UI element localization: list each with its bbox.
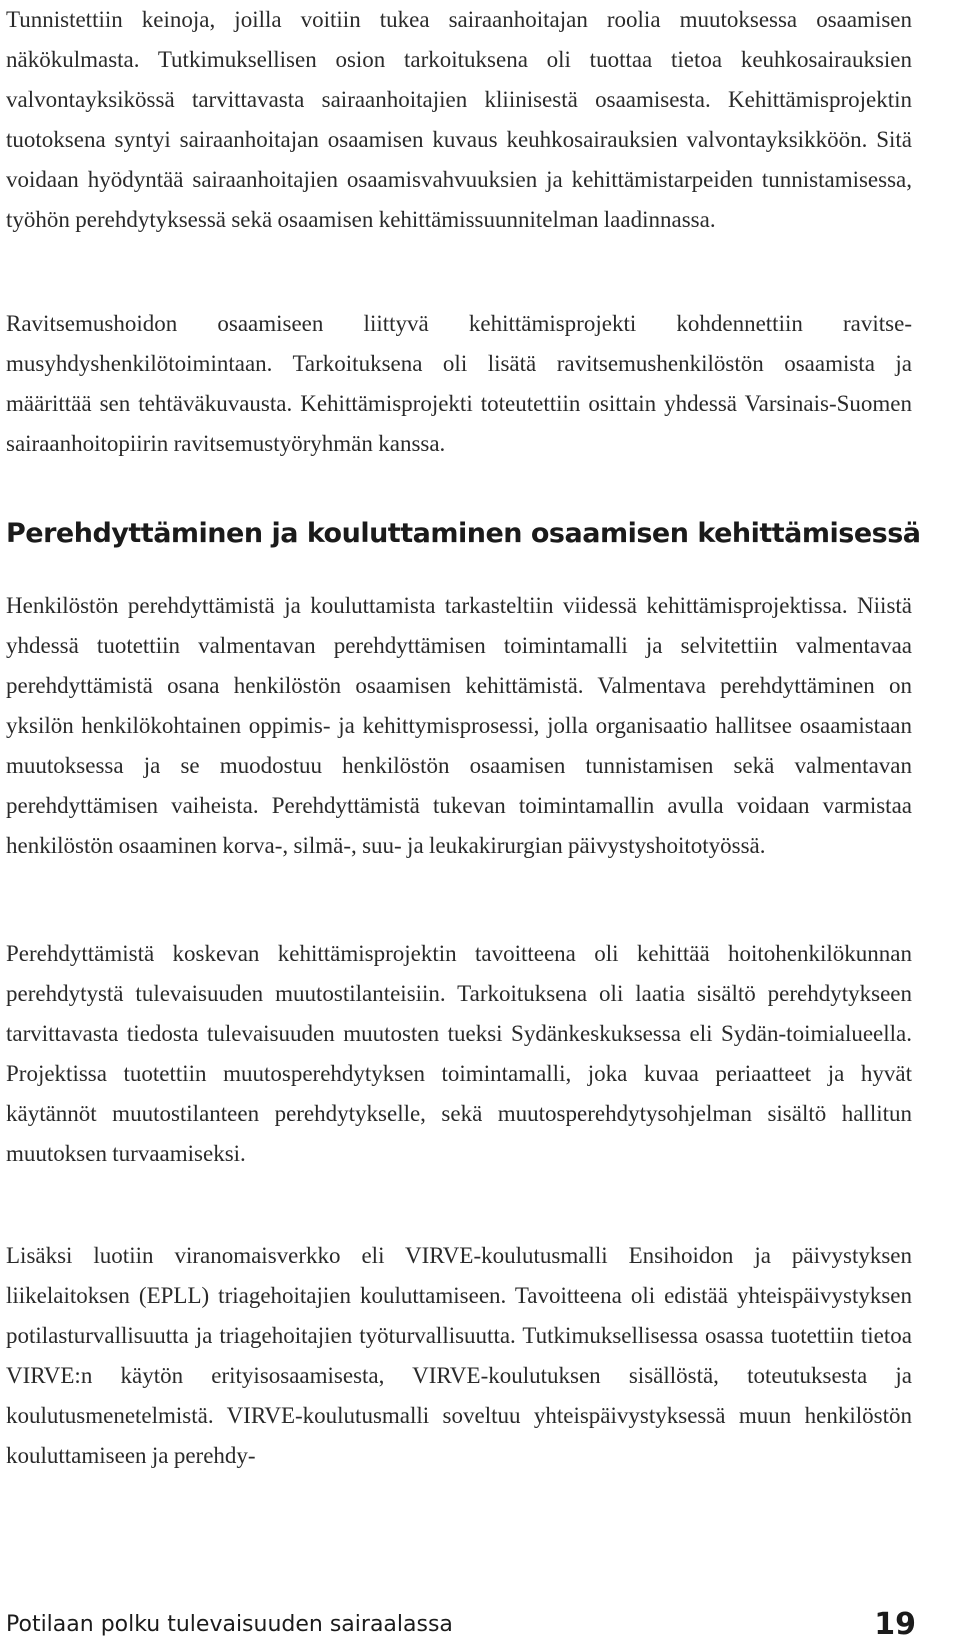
paragraph-4: Perehdyttämistä koskevan kehittämisprojektin tavoitteena oli kehittää hoitohenkilökunnan perehdytystä tulevaisuuden muutostilanteisiin. Tarkoituksena oli laatia sisältö perehdytykseen tarvittavasta tiedosta tulevaisuuden muutosten tueksi Sydänkeskuksessa eli Sydän-toimialueella. Projektissa tuotettiin muutosperehdytyksen toimintamalli, joka kuvaa periaatteet ja hyvät käytännöt muutostilanteen perehdytykselle, sekä muutosperehdytysohjelman sisältö hallitun muutoksen turvaamiseksi. xyxy=(6,941,912,1166)
page-footer xyxy=(6,1606,916,1642)
paragraph-5: Lisäksi luotiin viranomaisverkko eli VIRVE-koulutusmalli Ensihoidon ja päivystyksen liikelaitoksen (EPLL) triagehoitajien kouluttamiseen. Tavoitteena oli edistää yhteispäivystyksen potilasturvallisuutta ja triagehoitajien työturvallisuutta. Tutkimuksellisessa osassa tuotettiin tietoa VIRVE:n käytön erityisosaamisesta, VIRVE-koulutuksen sisällöstä, toteutuksesta ja koulutusmenetelmistä. VIRVE-koulutusmalli soveltuu yhteispäivystyksessä muun henkilöstön kouluttamiseen ja perehdy- xyxy=(6,1243,912,1468)
paragraph-3: Henkilöstön perehdyttämistä ja kouluttamista tarkasteltiin viidessä kehittämisprojektissa. Niistä yhdessä tuotettiin valmentavan perehdyttämisen toimintamalli ja selvitettiin valmentavaa perehdyttämistä osana henkilöstön osaamisen kehittämistä. Valmentava perehdyttäminen on yksilön henkilökohtainen oppimis- ja kehittymisprosessi, jolla organisaatio hallitsee osaamistaan muutoksessa ja se muodostuu henkilöstön osaamisen tunnistamisen sekä valmentavan perehdyttämisen vaihеista. Perehdyttämistä tukevan toimintamallin avulla voidaan varmistaa henkilöstön osaaminen korva-, silmä-, suu- ja leukakirurgian päivystyshoitotyössä. xyxy=(6,593,912,858)
page-number: 19 xyxy=(874,1606,916,1642)
footer-title: Potilaan polku tulevaisuuden sairaalassa xyxy=(6,1611,453,1637)
section-heading: Perehdyttäminen ja kouluttaminen osaamisen kehittämisessä xyxy=(6,518,921,549)
paragraph-2: Ravitsemushoidon osaamiseen liittyvä kehittämisprojekti kohdennettiin ravitsemusyhdyshenkilötoimintaan. Tarkoituksena oli lisätä ravitsemushenkilöstön osaamista ja määrittää sen tehtäväkuvausta. Kehittämisprojekti toteutettiin osittain yhdessä Varsinais-Suomen sairaanhoitopiirin ravitsemustyöryhmän kanssa. xyxy=(6,311,912,456)
paragraph-1: Tunnistettiin keinoja, joilla voitiin tukea sairaanhoitajan roolia muutoksessa osaamisen näkökulmasta. Tutkimuksellisen osion tarkoituksena oli tuottaa tietoa keuhkosairauksien valvontayksikössä tarvittavasta sairaanhoitajien kliinisestä osaamisesta. Kehittämisprojektin tuotoksena syntyi sairaanhoitajan osaamisen kuvaus keuhkosairauksien valvontayksikköön. Sitä voidaan hyödyntää sairaanhoitajien osaamisvahvuuksien ja kehittämistarpeiden tunnistamisessa, työhön perehdytyksessä sekä osaamisen kehittämissuunnitelman laadinnassa. xyxy=(6,7,912,232)
